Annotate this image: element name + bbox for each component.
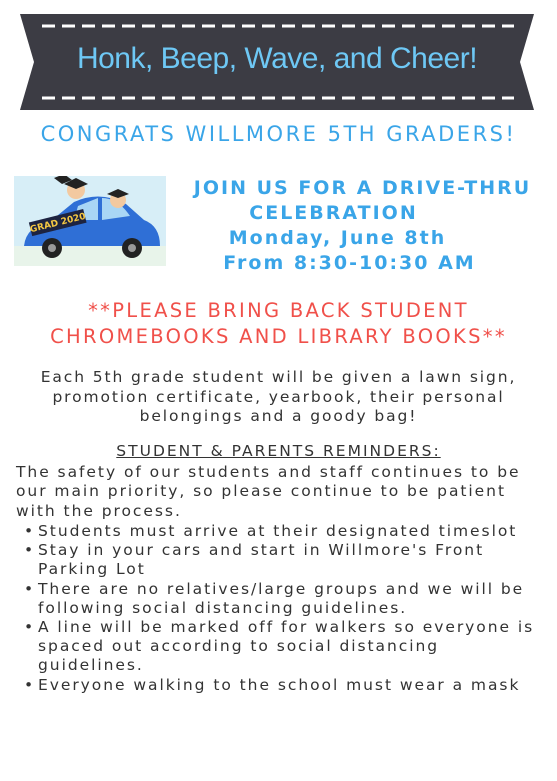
reminders-heading: STUDENT & PARENTS REMINDERS: <box>116 442 441 460</box>
event-invite-line: JOIN US FOR A DRIVE-THRU <box>193 177 532 199</box>
event-details <box>170 176 555 276</box>
reminders-intro: The safety of our students and staff continues to be our main priority, so please continue to be patient with the process. <box>16 463 521 520</box>
event-date: Monday, June 8th <box>228 227 447 249</box>
list-item: • Students must arrive at their designated timeslot <box>20 522 545 541</box>
list-item: • There are no relatives/large groups and we will be following social distancing guidelines. <box>20 580 545 618</box>
notice-line-2: CHROMEBOOKS AND LIBRARY BOOKS** <box>50 325 507 348</box>
list-item: • A line will be marked off for walkers so everyone is spaced out according to social distancing guidelines. <box>20 618 545 676</box>
list-item: • Stay in your cars and start in Willmore's Front Parking Lot <box>20 541 545 579</box>
congrats-heading: CONGRATS WILLMORE 5TH GRADERS! <box>40 122 517 146</box>
car-sign-text: GRAD 2020 <box>29 211 87 236</box>
notice-line-1: **PLEASE BRING BACK STUDENT <box>88 299 469 322</box>
return-chromebooks-notice <box>8 298 549 350</box>
title-banner <box>20 14 534 110</box>
reminders-list <box>20 522 545 695</box>
gift-description: Each 5th grade student will be given a lawn sign, promotion certificate, yearbook, their personal belongings and a goody bag! <box>40 368 517 425</box>
banner-title: Honk, Beep, Wave, and Cheer! <box>76 42 478 75</box>
graduation-car-image <box>14 176 166 266</box>
event-celebration-line: CELEBRATION <box>249 202 418 224</box>
list-item: • Everyone walking to the school must wear a mask <box>20 676 545 695</box>
event-time: From 8:30-10:30 AM <box>223 252 476 274</box>
